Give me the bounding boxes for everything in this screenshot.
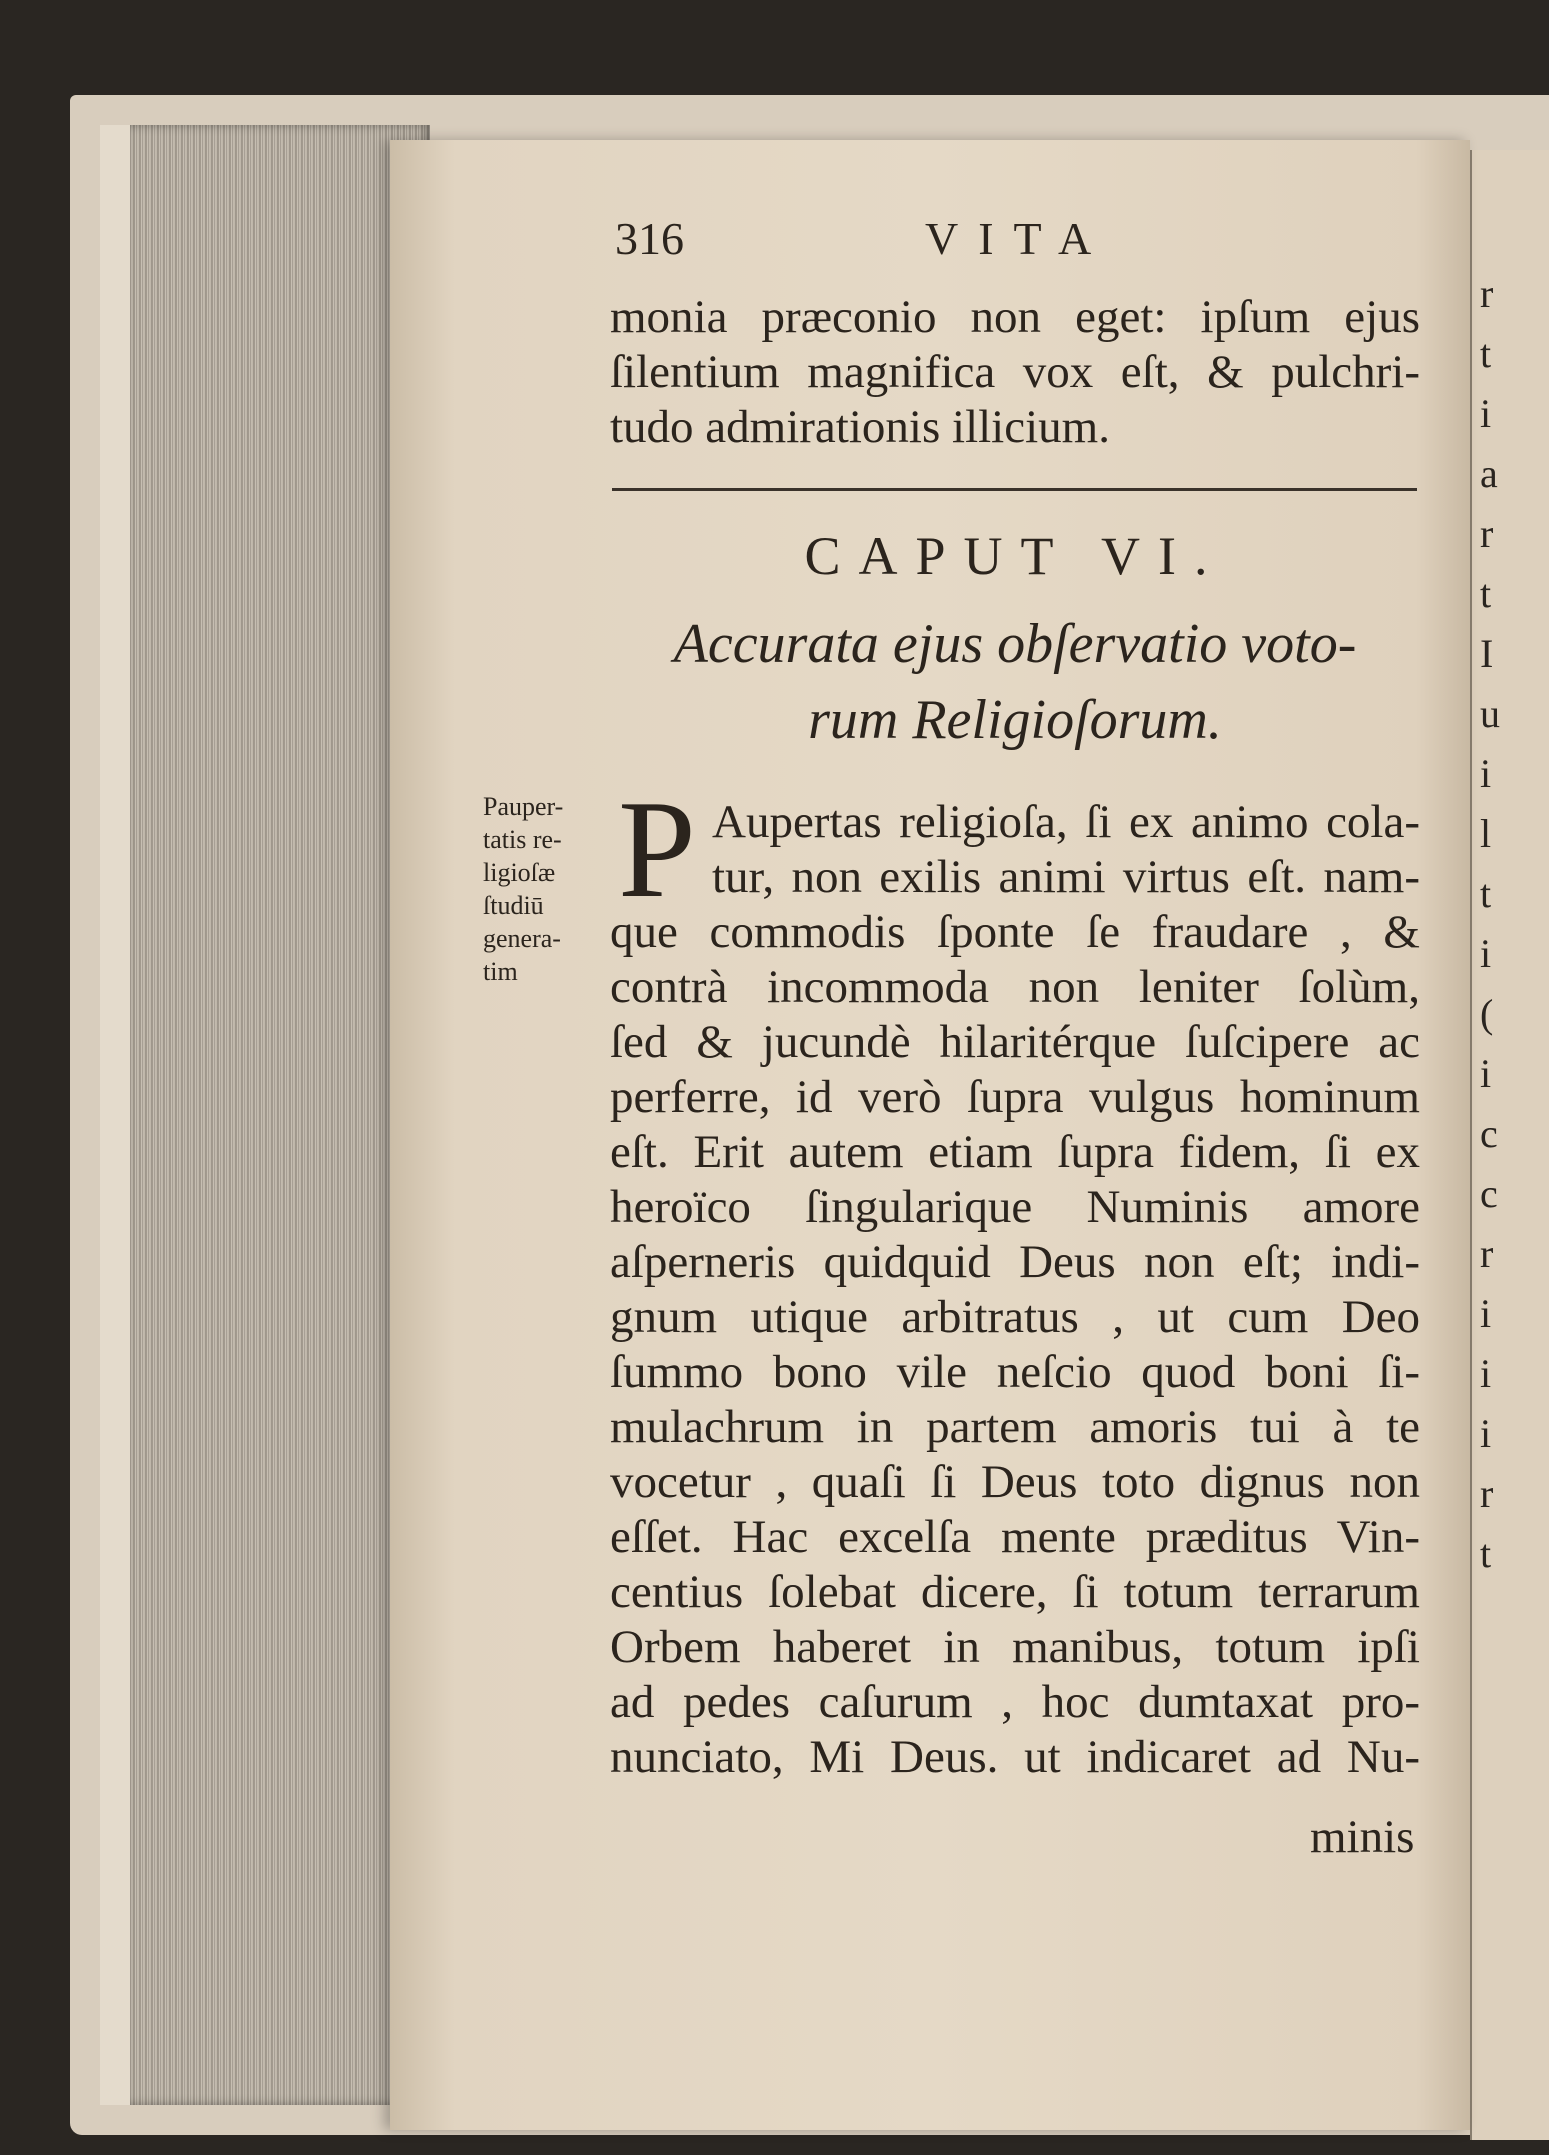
margin-note-line: ſtudiū (483, 891, 544, 920)
body-line: vocetur , quaſi ſi Deus toto dignus non (610, 1456, 1420, 1508)
facing-glyph: i (1480, 931, 1492, 976)
page-number: 316 (615, 213, 684, 264)
body-line: mulachrum in partem amoris tui à te (610, 1401, 1420, 1453)
chapter-heading: CAPUT VI. (804, 526, 1226, 586)
body-line: centius ſolebat dicere, ſi totum terrarum (610, 1566, 1420, 1618)
facing-glyph: r (1480, 511, 1494, 556)
margin-note-line: Pauper- (483, 792, 564, 821)
body-line: ſummo bono vile neſcio quod boni ſi- (610, 1346, 1420, 1398)
margin-note-line: genera- (483, 924, 561, 953)
drop-cap: P (618, 772, 696, 927)
chapter-subtitle-line1: Accurata ejus obſervatio voto- (673, 613, 1357, 675)
intro-line: monia præconio non eget: ipſum ejus (610, 291, 1420, 343)
body-line: contrà incommoda non leniter ſolùm, (610, 961, 1420, 1013)
facing-page-edge (1470, 150, 1549, 2140)
running-title: VITA (925, 213, 1112, 264)
margin-note (483, 790, 593, 988)
facing-glyph: t (1480, 571, 1492, 616)
page-header (615, 212, 1415, 272)
body-line: gnum utique arbitratus , ut cum Deo (610, 1291, 1420, 1343)
body-line: tur, non exilis animi virtus eſt. nam- (712, 851, 1420, 903)
body-line: heroïco ſingularique Numinis amore (610, 1181, 1420, 1233)
body-line: perferre, id verò ſupra vulgus hominum (610, 1071, 1420, 1123)
margin-note-line: tatis re- (483, 825, 562, 854)
facing-glyph: r (1480, 1231, 1494, 1276)
intro-line: tudo admirationis illicium. (610, 401, 1110, 453)
facing-glyph: i (1480, 1351, 1492, 1396)
body-line: eſſet. Hac excelſa mente præditus Vin- (610, 1511, 1420, 1563)
body-line: que commodis ſponte ſe fraudare , & (610, 906, 1420, 958)
facing-glyph: i (1480, 1051, 1492, 1096)
catchword: minis (1310, 1811, 1415, 1863)
facing-glyph: t (1480, 331, 1492, 376)
body-line: ſed & jucundè hilaritérque ſuſcipere ac (610, 1016, 1420, 1068)
body-line: Aupertas religioſa, ſi ex animo cola- (712, 796, 1420, 848)
facing-glyph: a (1480, 451, 1498, 496)
facing-glyph: r (1480, 1471, 1494, 1516)
facing-glyph: c (1480, 1171, 1498, 1216)
facing-glyph: l (1480, 811, 1492, 856)
margin-note-line: ligioſæ (483, 858, 556, 887)
facing-glyph: i (1480, 1291, 1492, 1336)
body-line: nunciato, Mi Deus. ut indicaret ad Nu- (610, 1731, 1420, 1783)
facing-glyph: i (1480, 1411, 1492, 1456)
facing-glyph: i (1480, 751, 1492, 796)
body-line: eſt. Erit autem etiam ſupra fidem, ſi ex (610, 1126, 1420, 1178)
chapter-subtitle-line2: rum Religioſorum. (808, 689, 1222, 751)
intro-line: ſilentium magnifica vox eſt, & pulchri- (610, 346, 1420, 398)
facing-glyph: c (1480, 1111, 1498, 1156)
facing-glyph: i (1480, 391, 1492, 436)
margin-note-line: tim (483, 957, 518, 986)
body-line: ad pedes caſurum , hoc dumtaxat pro- (610, 1676, 1420, 1728)
facing-glyph: t (1480, 1531, 1492, 1576)
facing-glyph: ( (1480, 991, 1494, 1036)
body-line: aſperneris quidquid Deus non eſt; indi- (610, 1236, 1420, 1288)
facing-glyph: I (1480, 631, 1494, 676)
body-line: Orbem haberet in manibus, totum ipſi (610, 1621, 1420, 1673)
facing-glyph: r (1480, 271, 1494, 316)
facing-glyph: u (1480, 691, 1500, 736)
section-rule (612, 488, 1417, 491)
page-edges (100, 125, 430, 2105)
facing-glyph: t (1480, 871, 1492, 916)
